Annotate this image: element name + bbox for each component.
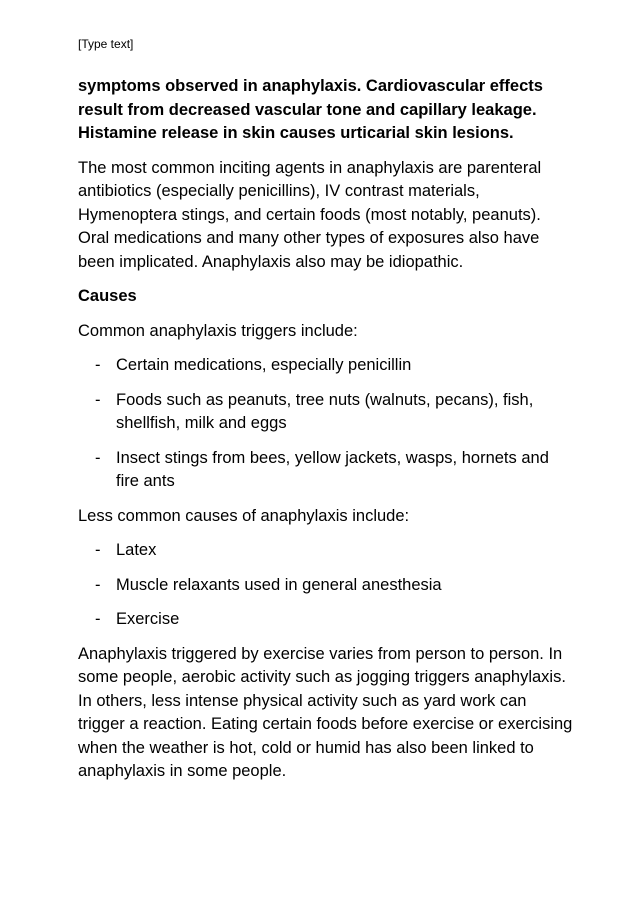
list-item-text: Insect stings from bees, yellow jackets, wasps, hornets and fire ants [116, 448, 549, 490]
exercise-paragraph: Anaphylaxis triggered by exercise varies from person to person. In some people, aerobic activity such as jogging triggers anaphylaxis. In others, less intense physical activity such as yard work can trigger a reaction. Eating certain foods before exercise or exercising when the weather is hot, cold or humid has also been linked to anaphylaxis in some people. [78, 644, 573, 780]
list-item [78, 389, 574, 436]
list-item-text: Muscle relaxants used in general anesthesia [116, 575, 442, 594]
document-body [78, 75, 574, 795]
list-item [78, 574, 574, 598]
dash-bullet: - [95, 610, 101, 628]
dash-bullet: - [95, 541, 101, 559]
list-item [78, 539, 574, 563]
dash-bullet: - [95, 575, 101, 594]
list-item [78, 608, 574, 632]
page-header: [Type text] [78, 37, 134, 51]
list-item-text: Certain medications, especially penicillin [116, 356, 412, 374]
list-item-text: Latex [116, 541, 157, 559]
list-item [78, 447, 574, 494]
dash-bullet: - [95, 390, 101, 409]
list-item-text: Foods such as peanuts, tree nuts (walnuts, pecans), fish, shellfish, milk and eggs [116, 390, 534, 432]
less-common-triggers-list [78, 539, 574, 632]
list-item [78, 354, 574, 378]
causes-heading: Causes [78, 287, 137, 305]
dash-bullet: - [95, 356, 101, 374]
list-item-text: Exercise [116, 610, 180, 628]
less-common-intro: Less common causes of anaphylaxis include: [78, 506, 410, 525]
dash-bullet: - [95, 448, 101, 467]
common-triggers-intro: Common anaphylaxis triggers include: [78, 321, 358, 340]
agents-paragraph: The most common inciting agents in anaphylaxis are parenteral antibiotics (especially penicillins), IV contrast materials, Hymenoptera stings, and certain foods (most notably, peanuts). Oral medications and many other types of exposures also have been implicated. Anaphylaxis also may be idiopathic. [78, 158, 542, 271]
common-triggers-list [78, 354, 574, 494]
intro-paragraph: symptoms observed in anaphylaxis. Cardiovascular effects result from decreased vascular tone and capillary leakage. Histamine release in skin causes urticarial skin lesions. [78, 77, 543, 142]
